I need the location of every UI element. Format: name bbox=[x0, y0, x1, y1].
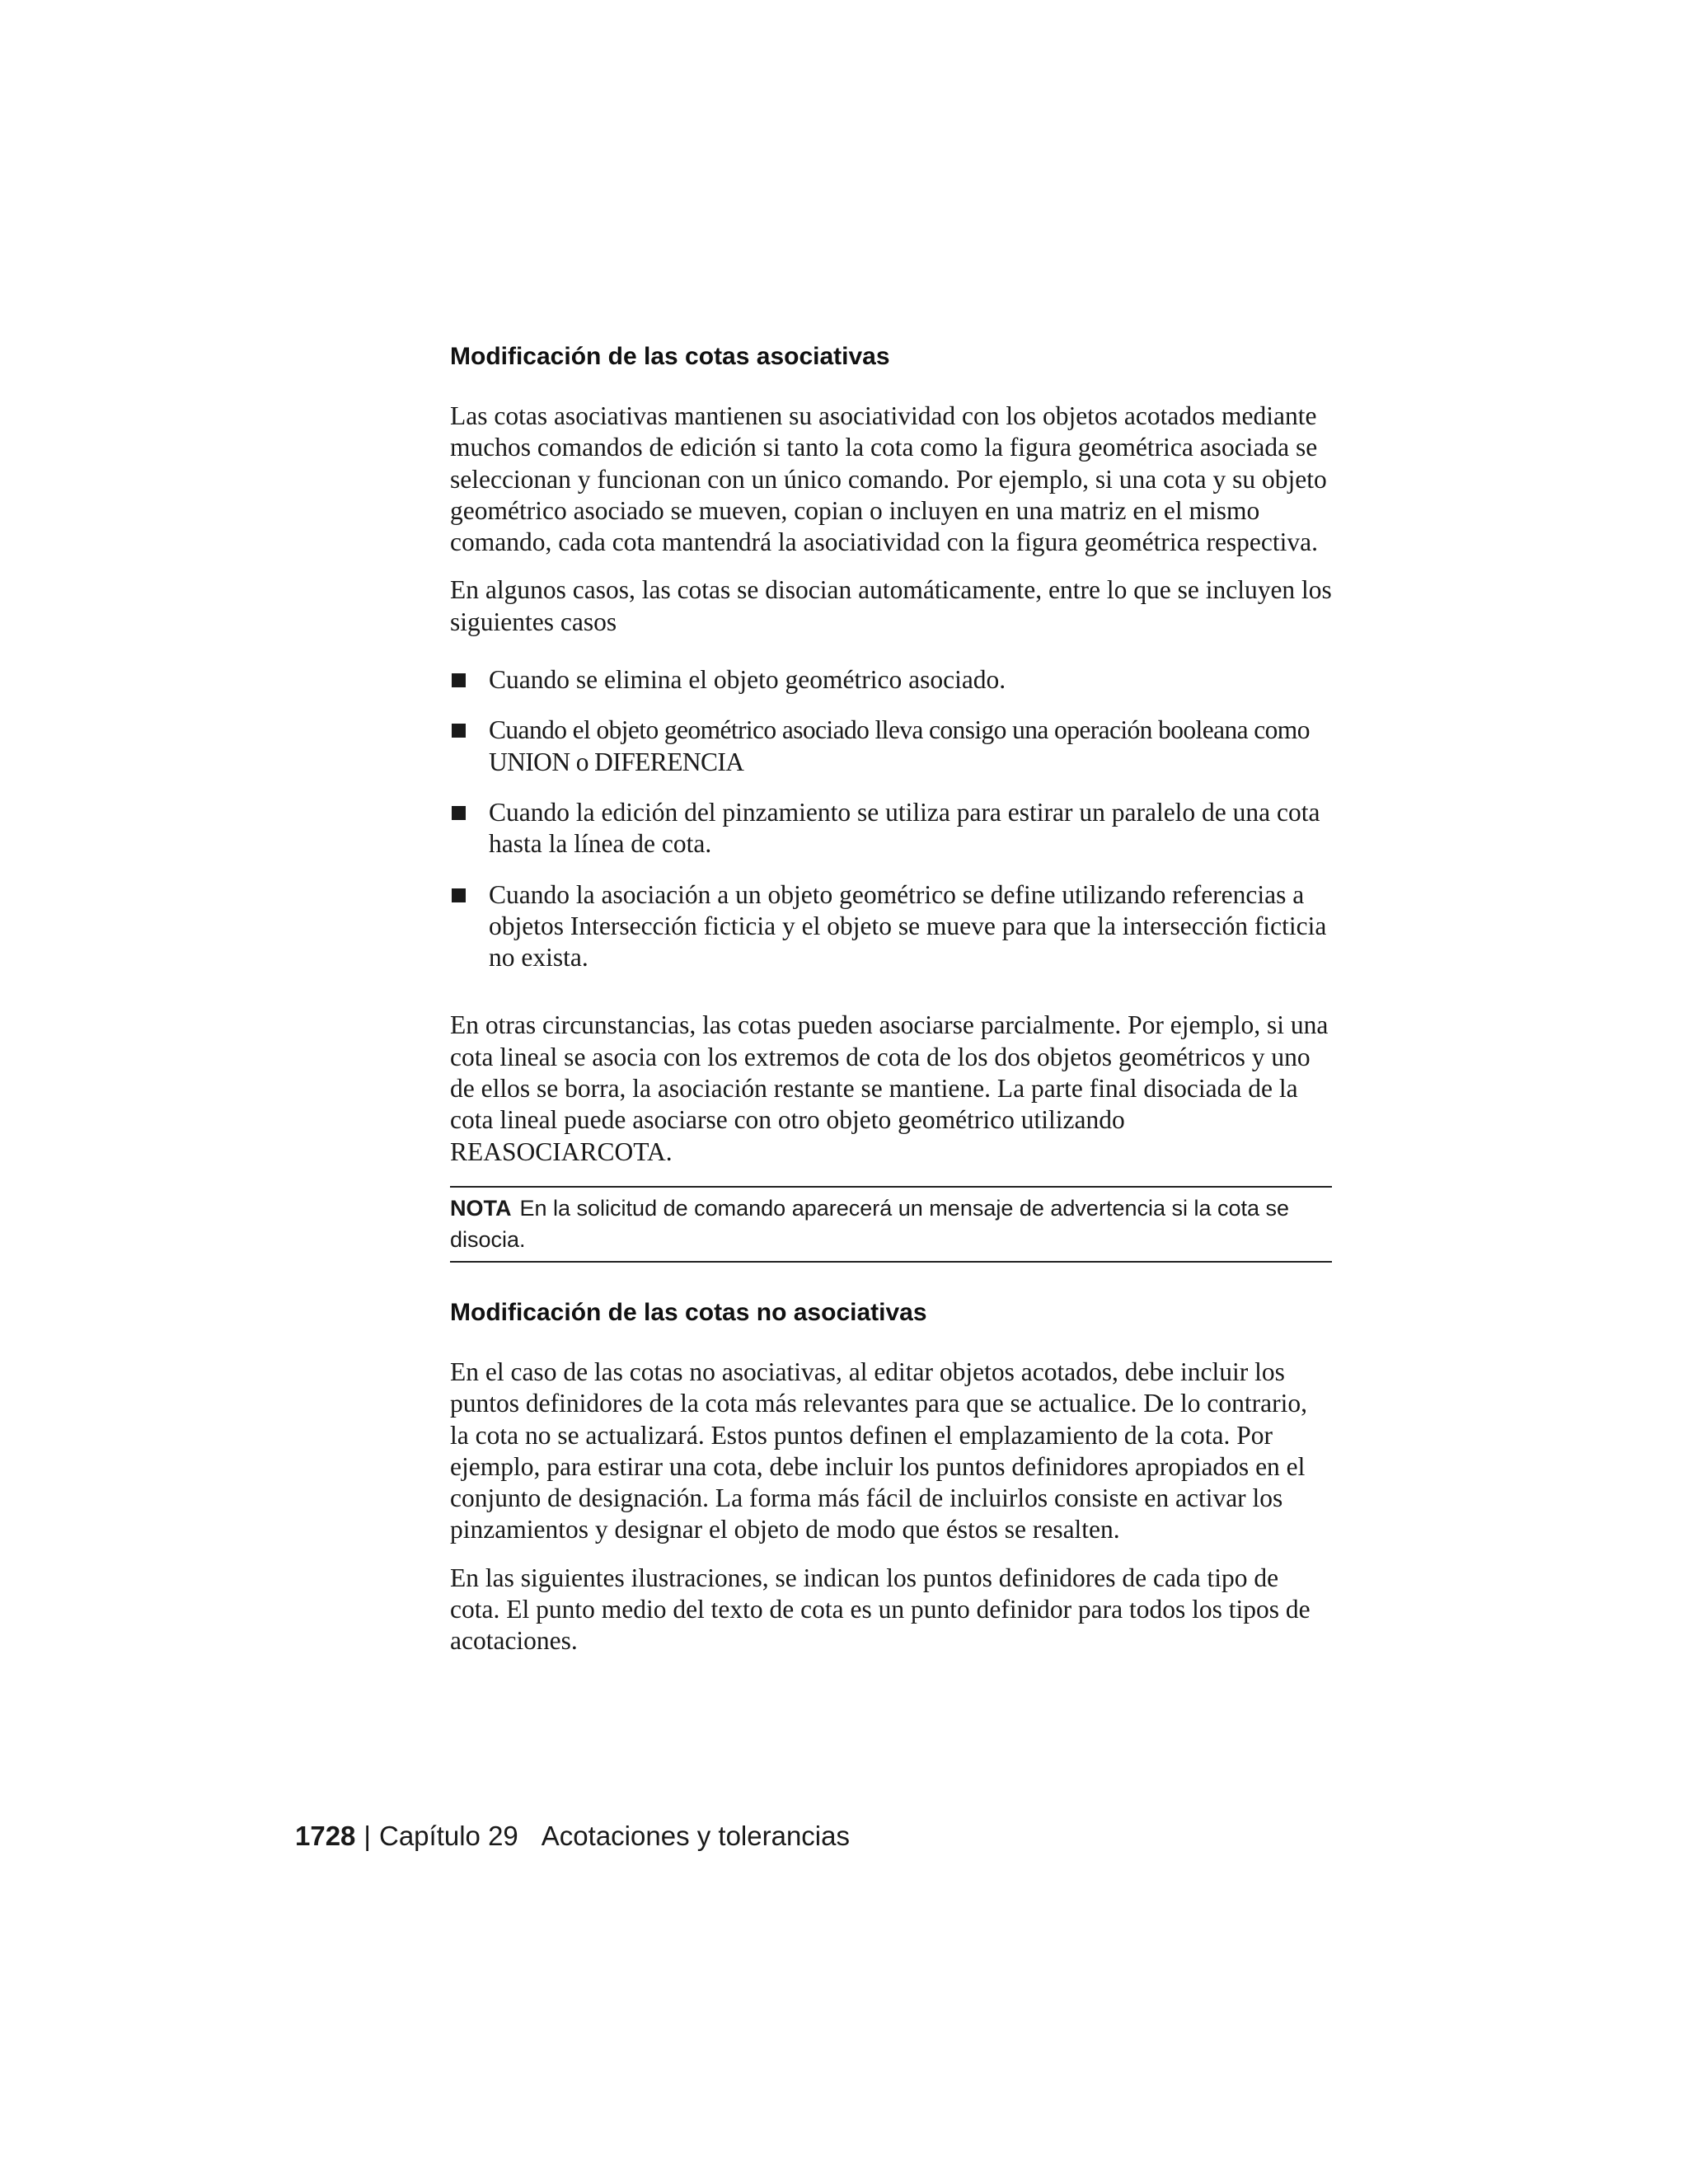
note-label: NOTA bbox=[450, 1195, 512, 1221]
page-footer bbox=[295, 1820, 850, 1853]
list-item-text: Cuando se elimina el objeto geométrico asociado. bbox=[489, 665, 1006, 695]
paragraph-definition-points: En las siguientes ilustraciones, se indican los puntos definidores de cada tipo de cota. El punto medio del texto de cota es un punto definidor para todos los tipos de acotaciones. bbox=[450, 1563, 1311, 1656]
paragraph-associativity-intro: Las cotas asociativas mantienen su asociatividad con los objetos acotados mediante muchos comandos de edición si tanto la cota como la figura geométrica asociada se seleccionan y funcionan con un único comando. Por ejemplo, si una cota y su objeto geométrico asociado se mueven, copian o incluyen en una matriz en el mismo comando, cada cota mantendrá la asociatividad con la figura geométrica respectiva. bbox=[450, 401, 1327, 557]
square-bullet-icon bbox=[452, 724, 466, 738]
note-text: En la solicitud de comando aparecerá un mensaje de advertencia si la cota se disocia. bbox=[450, 1195, 1290, 1252]
bullet-list-cases bbox=[450, 664, 1332, 973]
square-bullet-icon bbox=[452, 673, 466, 687]
note-box bbox=[450, 1186, 1332, 1263]
page-content bbox=[450, 341, 1332, 1674]
list-item bbox=[450, 664, 1332, 696]
paragraph-disassociation-cases: En algunos casos, las cotas se disocian automáticamente, entre lo que se incluyen los siguientes casos bbox=[450, 575, 1332, 636]
paragraph-partial-association: En otras circunstancias, las cotas pueden asociarse parcialmente. Por ejemplo, si una cota lineal se asocia con los extremos de cota de los dos objetos geométricos y uno de ellos se borra, la asociación restante se mantiene. La parte final disociada de la cota lineal puede asociarse con otro objeto geométrico utilizando REASOCIARCOTA. bbox=[450, 1010, 1329, 1166]
list-item-text: Cuando la asociación a un objeto geométrico se define utilizando referencias a objetos Intersección ficticia y el objeto se mueve para que la intersección ficticia no exista. bbox=[489, 879, 1327, 972]
square-bullet-icon bbox=[452, 888, 466, 902]
chapter-number: Capítulo 29 bbox=[379, 1821, 518, 1851]
list-item bbox=[450, 879, 1332, 974]
list-item-text: Cuando la edición del pinzamiento se utiliza para estirar un paralelo de una cota hasta la línea de cota. bbox=[489, 797, 1320, 859]
paragraph-non-associative-editing: En el caso de las cotas no asociativas, al editar objetos acotados, debe incluir los puntos definidores de la cota más relevantes para que se actualice. De lo contrario, la cota no se actualizará. Estos puntos definen el emplazamiento de la cota. Por ejemplo, para estirar una cota, debe incluir los puntos definidores apropiados en el conjunto de designación. La forma más fácil de incluirlos consiste en activar los pinzamientos y designar el objeto de modo que éstos se resalten. bbox=[450, 1357, 1307, 1544]
square-bullet-icon bbox=[452, 806, 466, 820]
list-item bbox=[450, 715, 1332, 778]
section-heading-associative: Modificación de las cotas asociativas bbox=[450, 343, 890, 370]
page-number: 1728 bbox=[295, 1821, 356, 1851]
list-item-text: Cuando el objeto geométrico asociado lleva consigo una operación booleana como UNION o DIFERENCIA bbox=[489, 715, 1310, 776]
footer-separator: | bbox=[363, 1821, 371, 1851]
section-heading-non-associative: Modificación de las cotas no asociativas bbox=[450, 1298, 927, 1326]
chapter-title: Acotaciones y tolerancias bbox=[541, 1821, 850, 1851]
list-item bbox=[450, 797, 1332, 860]
